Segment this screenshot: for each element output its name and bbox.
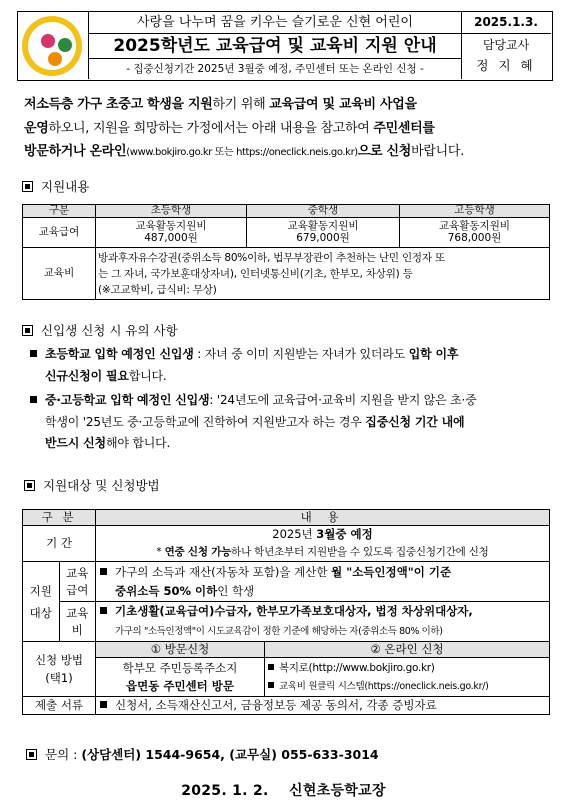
header-title-block xyxy=(88,12,462,79)
row-label: 지원 대상 xyxy=(23,562,60,642)
bullet-icon xyxy=(268,682,274,688)
education-cost-description: 방과후자유수강권(중위소득 80%이하, 법무부장관이 추천하는 난민 인정자 또 는 그 자녀, 국가보훈대상자녀), 인터넷통신비(기초, 한부모, 차상위) 등 (※고교학비, 급식비: 무상) xyxy=(96,248,550,300)
section-target-method-heading: 지원대상 및 신청방법 xyxy=(24,476,160,494)
school-slogan: 사랑을 나누며 꿈을 키우는 슬기로운 신현 어린이 xyxy=(89,12,461,34)
square-bullet-icon xyxy=(22,325,33,336)
site-links: (www.bokjiro.go.kr 또는 https://oneclick.neis.go.kr) xyxy=(126,147,358,158)
bullet-icon xyxy=(100,568,107,575)
table-cell: 교육활동지원비 487,000원 xyxy=(96,218,247,248)
online-application xyxy=(265,642,550,697)
row-label: 신청 방법 (택1) xyxy=(23,642,96,697)
notice-subtitle: - 집중신청기간 2025년 3월중 예정, 주민센터 또는 온라인 신청 - xyxy=(126,63,424,75)
school-logo-icon xyxy=(22,16,82,76)
bullet-elementary-new-students: 초등학교 입학 예정인 신입생 : 자녀 중 이미 지원받는 자녀가 있더라도 입학 이후 신규신청이 필요합니다. xyxy=(30,344,550,387)
teacher-name: 정 지 혜 xyxy=(476,58,536,73)
sub-label: 교육 급여 xyxy=(59,562,96,602)
notice-title: 2025학년도 교육급여 및 교육비 지원 안내 xyxy=(89,34,461,59)
footer-signature xyxy=(0,780,567,800)
square-bullet-icon xyxy=(26,749,37,760)
edu-cost-criteria: 기초생활(교육급여)수급자, 한부모가족보호대상자, 법정 차상위대상자, 가구의 "소득인정액"이 시도교육감이 정한 기준에 해당하는 자(중위소득 80% 이하) xyxy=(96,602,550,642)
section-new-student-heading: 신입생 신청 시 유의 사항 xyxy=(22,321,178,339)
table-header: 내 용 xyxy=(96,510,550,526)
bullet-icon xyxy=(30,350,37,357)
table-header: 중학생 xyxy=(247,205,400,218)
teacher-label: 담당교사 xyxy=(482,38,530,52)
notice-header xyxy=(17,11,553,81)
bullet-icon xyxy=(100,701,107,708)
bullet-icon xyxy=(100,607,107,614)
contact-info: 문의 : (상담센터) 1544-9654, (교무실) 055-633-3014 xyxy=(26,745,379,763)
row-label: 교육급여 xyxy=(23,218,96,248)
square-bullet-icon xyxy=(24,480,35,491)
table-header: 고등학생 xyxy=(400,205,550,218)
visit-application: ① 방문신청 학부모 주민등록주소지 읍면동 주민센터 방문 xyxy=(96,642,265,697)
footer-date: 2025. 1. 2. xyxy=(181,783,269,799)
intro-paragraph: 저소득층 가구 초중고 학생을 지원하기 위해 교육급여 및 교육비 사업을 운영하오니, 지원을 희망하는 가정에서는 아래 내용을 참고하여 주민센터를 방문하거나 온라인(www.bokjiro.go.kr 또는 https://oneclick.neis.go.kr)으로 신청바랍니다. xyxy=(24,97,464,159)
required-documents: 신청서, 소득재산신고서, 금융정보등 제공 동의서, 각종 증빙자료 xyxy=(96,697,550,715)
sub-label: 교육 비 xyxy=(59,602,96,642)
period-cell: 2025년 3월중 예정 * 연중 신청 가능하나 학년초부터 지원받을 수 있도록 집중신청기간에 신청 xyxy=(96,526,550,562)
edu-pay-criteria: 가구의 소득과 재산(자동차 포함)을 계산한 월 "소득인정액"이 기준 중위소득 50% 이하인 학생 xyxy=(96,562,550,602)
table-cell: 교육활동지원비 679,000원 xyxy=(247,218,400,248)
header-meta xyxy=(461,12,551,79)
square-bullet-icon xyxy=(22,181,33,192)
oneclick-link: 교육비 원클릭 시스템(https://oneclick.neis.go.kr/) xyxy=(279,681,489,692)
row-label: 기 간 xyxy=(23,526,96,562)
table-header: 구 분 xyxy=(23,510,96,526)
target-method-table xyxy=(22,509,550,715)
section-support-content-heading: 지원내용 xyxy=(22,177,89,195)
table-header: 구분 xyxy=(23,205,96,218)
visit-application-header: ① 방문신청 xyxy=(96,642,264,658)
support-content-table xyxy=(22,204,550,300)
notice-date: 2025.1.3. xyxy=(461,12,551,34)
bokjiro-link: 복지로(http://www.bokjiro.go.kr) xyxy=(279,662,435,674)
bullet-icon xyxy=(30,396,37,403)
row-label: 교육비 xyxy=(23,248,96,300)
bullet-secondary-new-students: 중·고등학교 입학 예정인 신입생: '24년도에 교육급여·교육비 지원을 받지 않은 초·중 학생이 '25년도 중·고등학교에 진학하여 지원받고자 하는 경우 집중신청 기간 내에 반드시 신청해야 합니다. xyxy=(30,390,550,455)
bullet-icon xyxy=(268,664,274,670)
table-header: 초등학생 xyxy=(96,205,247,218)
table-cell: 교육활동지원비 768,000원 xyxy=(400,218,550,248)
row-label: 제출 서류 xyxy=(23,697,96,715)
online-application-header: ② 온라인 신청 xyxy=(265,642,549,658)
school-principal: 신현초등학교장 xyxy=(289,783,386,799)
